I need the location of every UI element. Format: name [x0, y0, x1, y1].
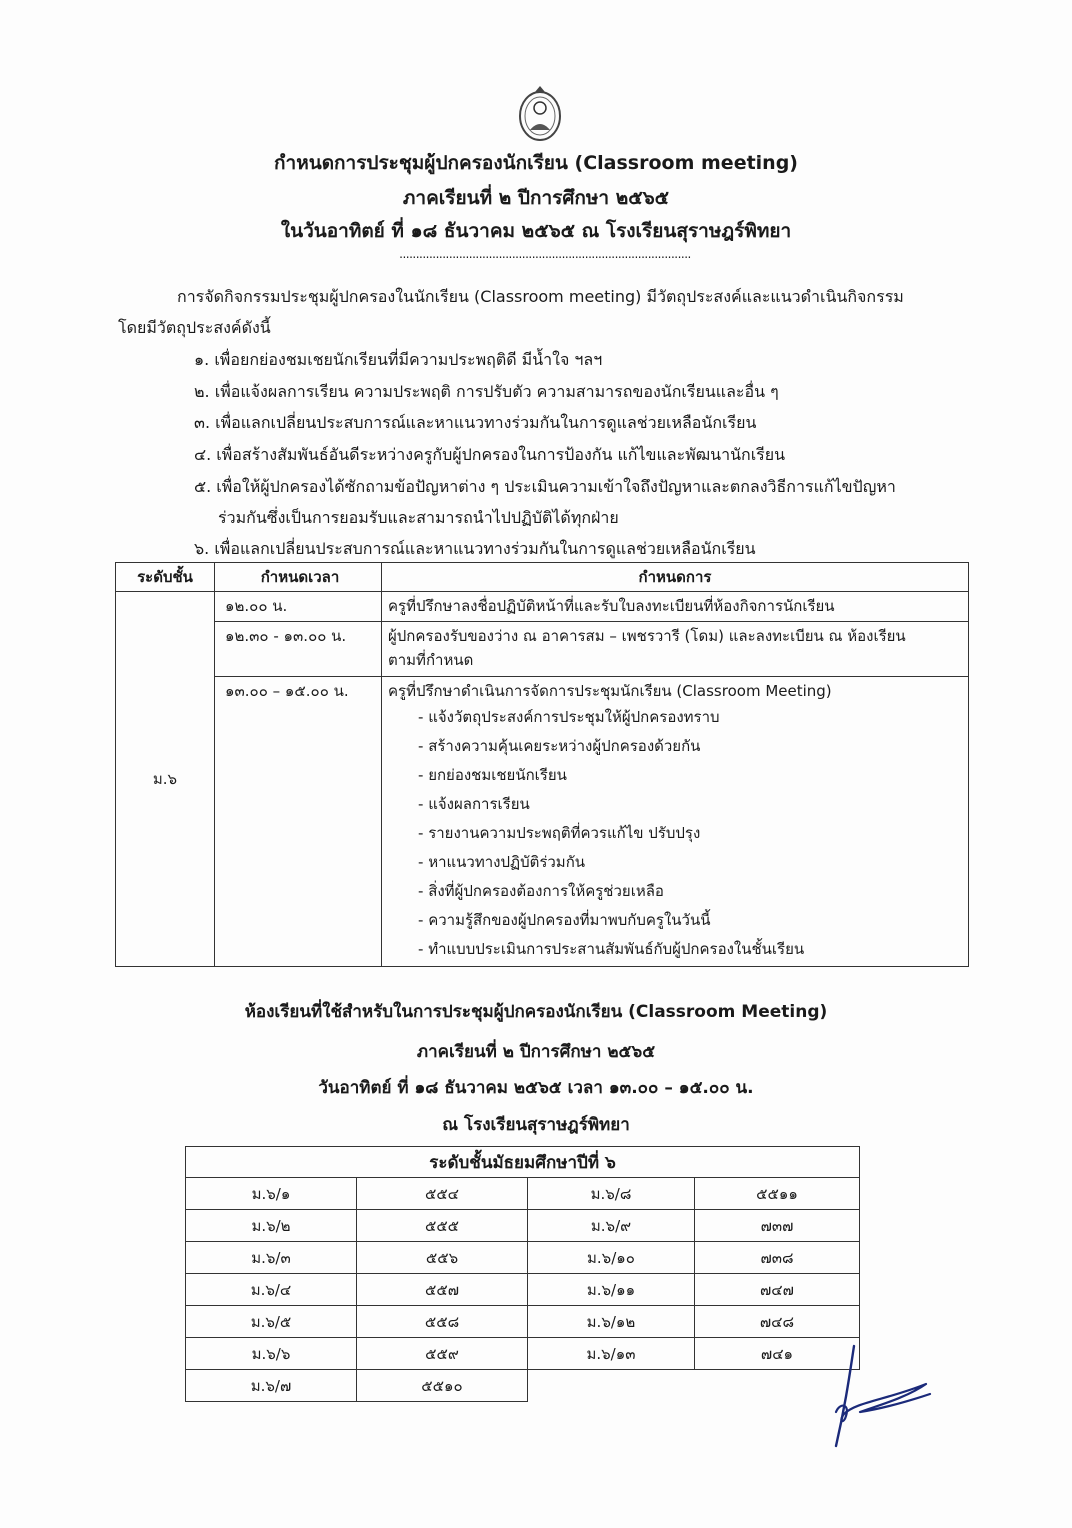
class-cell: ม.๖/๔ [186, 1274, 357, 1306]
schedule-table [115, 562, 969, 967]
schedule-row [116, 677, 969, 967]
list-item: - สร้างความคุ้นเคยระหว่างผู้ปกครองด้วยกัน [418, 732, 962, 761]
agenda-list [388, 703, 962, 964]
list-item: - ยกย่องชมเชยนักเรียน [418, 761, 962, 790]
table-row [186, 1210, 860, 1242]
room-cell: ๕๕๖ [357, 1242, 528, 1274]
list-item: - หาแนวทางปฏิบัติร่วมกัน [418, 848, 962, 877]
objective-item: ๕. เพื่อให้ผู้ปกครองได้ซักถามข้อปัญหาต่าง ๆ ประเมินความเข้าใจถึงปัญหาและตกลงวิธีการแก้ไขปัญหา [194, 477, 896, 496]
rooms-table [185, 1146, 860, 1402]
room-cell: ๕๕๘ [357, 1306, 528, 1338]
time-cell: ๑๒.๐๐ น. [215, 592, 382, 622]
schedule-row [116, 592, 969, 622]
rooms-semester: ภาคเรียนที่ ๒ ปีการศึกษา ๒๕๖๕ [416, 1042, 656, 1062]
objective-item: ๔. เพื่อสร้างสัมพันธ์อันดีระหว่างครูกับผู้ปกครองในการป้องกัน แก้ไขและพัฒนานักเรียน [194, 445, 786, 464]
table-row [186, 1274, 860, 1306]
rooms-datetime: วันอาทิตย์ ที่ ๑๘ ธันวาคม ๒๕๖๕ เวลา ๑๓.๐๐ – ๑๕.๐๐ น. [318, 1078, 754, 1098]
class-cell: ม.๖/๑๐ [528, 1242, 695, 1274]
class-cell: ม.๖/๗ [186, 1370, 357, 1402]
list-item: - สิ่งที่ผู้ปกครองต้องการให้ครูช่วยเหลือ [418, 877, 962, 906]
objective-item: ๓. เพื่อแลกเปลี่ยนประสบการณ์และหาแนวทางร่วมกันในการดูแลช่วยเหลือนักเรียน [194, 413, 757, 432]
room-cell: ๕๕๙ [357, 1338, 528, 1370]
column-header-activity: กำหนดการ [382, 563, 969, 592]
objective-item: ๖. เพื่อแลกเปลี่ยนประสบการณ์และหาแนวทางร่วมกันในการดูแลช่วยเหลือนักเรียน [194, 539, 756, 558]
signature-mark [826, 1342, 936, 1450]
table-row [186, 1370, 860, 1402]
class-cell: ม.๖/๑ [186, 1178, 357, 1210]
table-row [186, 1178, 860, 1210]
activity-text: ตามที่กำหนด [388, 651, 474, 669]
class-cell: ม.๖/๖ [186, 1338, 357, 1370]
objective-item: ๑. เพื่อยกย่องชมเชยนักเรียนที่มีความประพฤติดี มีน้ำใจ ฯลฯ [194, 350, 603, 369]
list-item: - ทำแบบประเมินการประสานสัมพันธ์กับผู้ปกครองในชั้นเรียน [418, 935, 962, 964]
rooms-header-row [186, 1147, 860, 1178]
list-item: - รายงานความประพฤติที่ควรแก้ไข ปรับปรุง [418, 819, 962, 848]
empty-cell [528, 1370, 695, 1402]
class-cell: ม.๖/๓ [186, 1242, 357, 1274]
class-cell: ม.๖/๑๓ [528, 1338, 695, 1370]
dotted-separator: ........................................................................................ [399, 247, 691, 261]
activity-cell: ครูที่ปรึกษาลงชื่อปฏิบัติหน้าที่และรับใบลงทะเบียนที่ห้องกิจการนักเรียน [382, 592, 969, 622]
activity-text: ผู้ปกครองรับของว่าง ณ อาคารสม – เพชรวารี (โดม) และลงทะเบียน ณ ห้องเรียน [388, 627, 906, 645]
objective-item-continuation: ร่วมกันซึ่งเป็นการยอมรับและสามารถนำไปปฏิบัติได้ทุกฝ่าย [218, 508, 619, 527]
activity-text: ครูที่ปรึกษาดำเนินการจัดการประชุมนักเรียน (Classroom Meeting) [388, 682, 832, 700]
class-cell: ม.๖/๒ [186, 1210, 357, 1242]
level-cell: ม.๖ [116, 592, 215, 967]
semester-line: ภาคเรียนที่ ๒ ปีการศึกษา ๒๕๖๕ [402, 187, 670, 209]
time-cell: ๑๒.๓๐ - ๑๓.๐๐ น. [215, 622, 382, 677]
date-place-line: ในวันอาทิตย์ ที่ ๑๘ ธันวาคม ๒๕๖๕ ณ โรงเรียนสุราษฎร์พิทยา [280, 220, 792, 242]
class-cell: ม.๖/๘ [528, 1178, 695, 1210]
rooms-title: ห้องเรียนที่ใช้สำหรับในการประชุมผู้ปกครองนักเรียน (Classroom Meeting) [244, 1002, 828, 1022]
objective-item: ๒. เพื่อแจ้งผลการเรียน ความประพฤติ การปรับตัว ความสามารถของนักเรียนและอื่น ๆ [194, 382, 779, 401]
class-cell: ม.๖/๙ [528, 1210, 695, 1242]
document-title: กำหนดการประชุมผู้ปกครองนักเรียน (Classroom meeting) [274, 152, 798, 174]
table-row [186, 1306, 860, 1338]
table-row [186, 1242, 860, 1274]
column-header-level: ระดับชั้น [116, 563, 215, 592]
schedule-header-row [116, 563, 969, 592]
list-item: - ความรู้สึกของผู้ปกครองที่มาพบกับครูในวันนี้ [418, 906, 962, 935]
rooms-place: ณ โรงเรียนสุราษฎร์พิทยา [442, 1115, 630, 1135]
room-cell: ๗๔๑ [695, 1338, 860, 1370]
room-cell: ๗๓๘ [695, 1242, 860, 1274]
list-item: - แจ้งผลการเรียน [418, 790, 962, 819]
intro-paragraph-line-1: การจัดกิจกรรมประชุมผู้ปกครองในนักเรียน (Classroom meeting) มีวัตถุประสงค์และแนวดำเนินกิจกรรม [177, 287, 904, 306]
intro-paragraph-line-2: โดยมีวัตถุประสงค์ดังนี้ [118, 318, 271, 337]
room-cell: ๕๕๔ [357, 1178, 528, 1210]
list-item: - แจ้งวัตถุประสงค์การประชุมให้ผู้ปกครองทราบ [418, 703, 962, 732]
room-cell: ๗๓๗ [695, 1210, 860, 1242]
room-cell: ๕๕๑๐ [357, 1370, 528, 1402]
schedule-row [116, 622, 969, 677]
class-cell: ม.๖/๕ [186, 1306, 357, 1338]
column-header-time: กำหนดเวลา [215, 563, 382, 592]
room-cell: ๗๔๘ [695, 1306, 860, 1338]
activity-cell [382, 677, 969, 967]
class-cell: ม.๖/๑๑ [528, 1274, 695, 1306]
activity-cell [382, 622, 969, 677]
room-cell: ๗๔๗ [695, 1274, 860, 1306]
time-cell: ๑๓.๐๐ – ๑๕.๐๐ น. [215, 677, 382, 967]
class-cell: ม.๖/๑๒ [528, 1306, 695, 1338]
rooms-table-header: ระดับชั้นมัธยมศึกษาปีที่ ๖ [186, 1147, 860, 1178]
room-cell: ๕๕๑๑ [695, 1178, 860, 1210]
school-seal-logo [517, 84, 563, 144]
table-row [186, 1338, 860, 1370]
room-cell: ๕๕๕ [357, 1210, 528, 1242]
room-cell: ๕๕๗ [357, 1274, 528, 1306]
